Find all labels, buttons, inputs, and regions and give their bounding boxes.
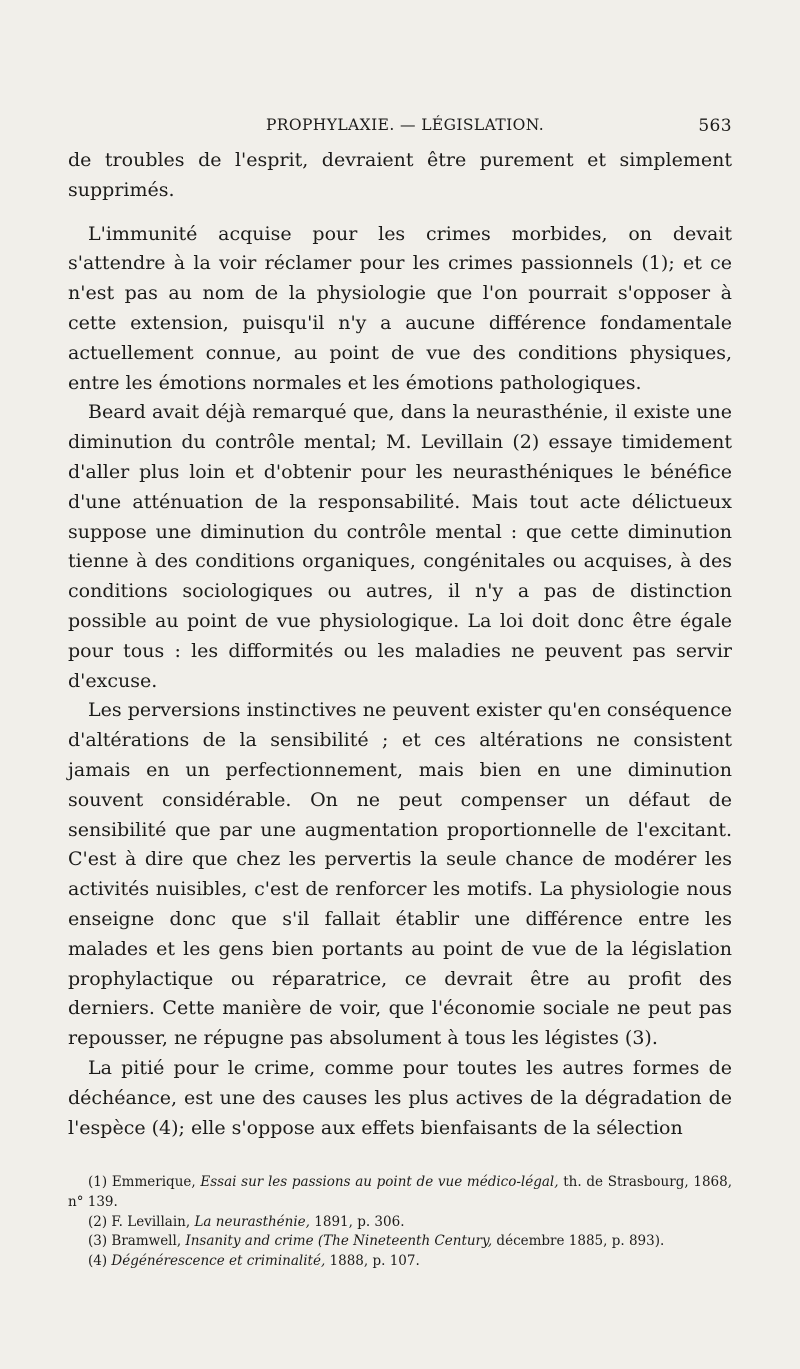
footnote-author: (1) Emmerique, [88, 1174, 201, 1190]
footnote-title: Insanity and crime (The Nineteenth Century, [185, 1233, 493, 1250]
footnote-author: (3) Bramwell, [88, 1233, 186, 1250]
paragraph: La pitié pour le crime, comme pour toutes les autres formes de déchéance, est une des causes les plus actives de la dégradation de l'espèce (4); elle s'oppose aux effets bienfaisants de la sélection [68, 1056, 732, 1139]
paragraph: Beard avait déjà remarqué que, dans la neurasthénie, il existe une diminution du contrôle mental; M. Levillain (2) essaye timidement d'aller plus loin et d'obtenir pour les neurasthéniques le bénéfice d'une atténuation de la responsabilité. Mais tout acte délictueux suppose une diminution du contrôle mental : que cette diminution tienne à des conditions organiques, congénitales ou acquises, à des conditions sociologiques ou autres, il n'y a pas de distinction possible au point de vue physiologique. La loi doit donc être égale pour tous : les difformités ou les maladies ne peuvent pas servir d'excuse. [68, 401, 732, 692]
paragraph: L'immunité acquise pour les crimes morbides, on devait s'attendre à la voir réclamer pour les crimes passionnels (1); et ce n'est pas au nom de la physiologie que l'on pourrait s'opposer à cette extension, puisqu'il n'y a aucune différence fondamentale actuellement connue, au point de vue des conditions physiques, entre les émotions normales et les émotions pathologiques. [68, 222, 732, 394]
paragraph: Les perversions instinctives ne peuvent exister qu'en conséquence d'altérations de la sensibilité ; et ces altérations ne consistent jamais en un perfectionnement, mais bien en une diminution souvent considérable. On ne peut compenser un défaut de sensibilité que par une augmentation proportionnelle de l'excitant. C'est à dire que chez les pervertis la seule chance de modérer les activités nuisibles, c'est de renforcer les motifs. La physiologie nous enseigne donc que s'il fallait établir une différence entre les malades et les gens bien portants au point de vue de la législation prophylactique ou réparatrice, ce devrait être au profit des derniers. Cette manière de voir, que l'économie sociale ne peut pas repousser, ne répugne pas absolument à tous les légistes (3). [68, 699, 732, 1050]
footnote-title: La neurasthénie, [194, 1213, 310, 1230]
footnote-details: 1888, p. 107. [325, 1253, 420, 1270]
footnote-author: (2) F. Levillain, [88, 1213, 195, 1230]
main-text [68, 146, 732, 1143]
footnote [68, 1213, 732, 1233]
footnote [68, 1232, 732, 1252]
footnote-details: 1891, p. 306. [309, 1213, 405, 1230]
footnote-author: (4) [88, 1253, 112, 1270]
running-title: PROPHYLAXIE. — LÉGISLATION. [265, 116, 545, 134]
footnote-details: th. de Strasbourg, 1868, n° 139. [68, 1174, 732, 1210]
footnote [68, 1252, 732, 1272]
footnote-title: Essai sur les passions au point de vue médico-légal, [200, 1174, 559, 1190]
running-header [78, 116, 732, 142]
footnotes [68, 1173, 732, 1272]
paragraph: de troubles de l'esprit, devraient être purement et simplement supprimés. [68, 149, 732, 201]
page-number: 563 [698, 116, 732, 136]
footnote-details: décembre 1885, p. 893). [492, 1233, 665, 1250]
footnote [68, 1173, 732, 1213]
footnote-title: Dégénérescence et criminalité, [111, 1253, 326, 1270]
